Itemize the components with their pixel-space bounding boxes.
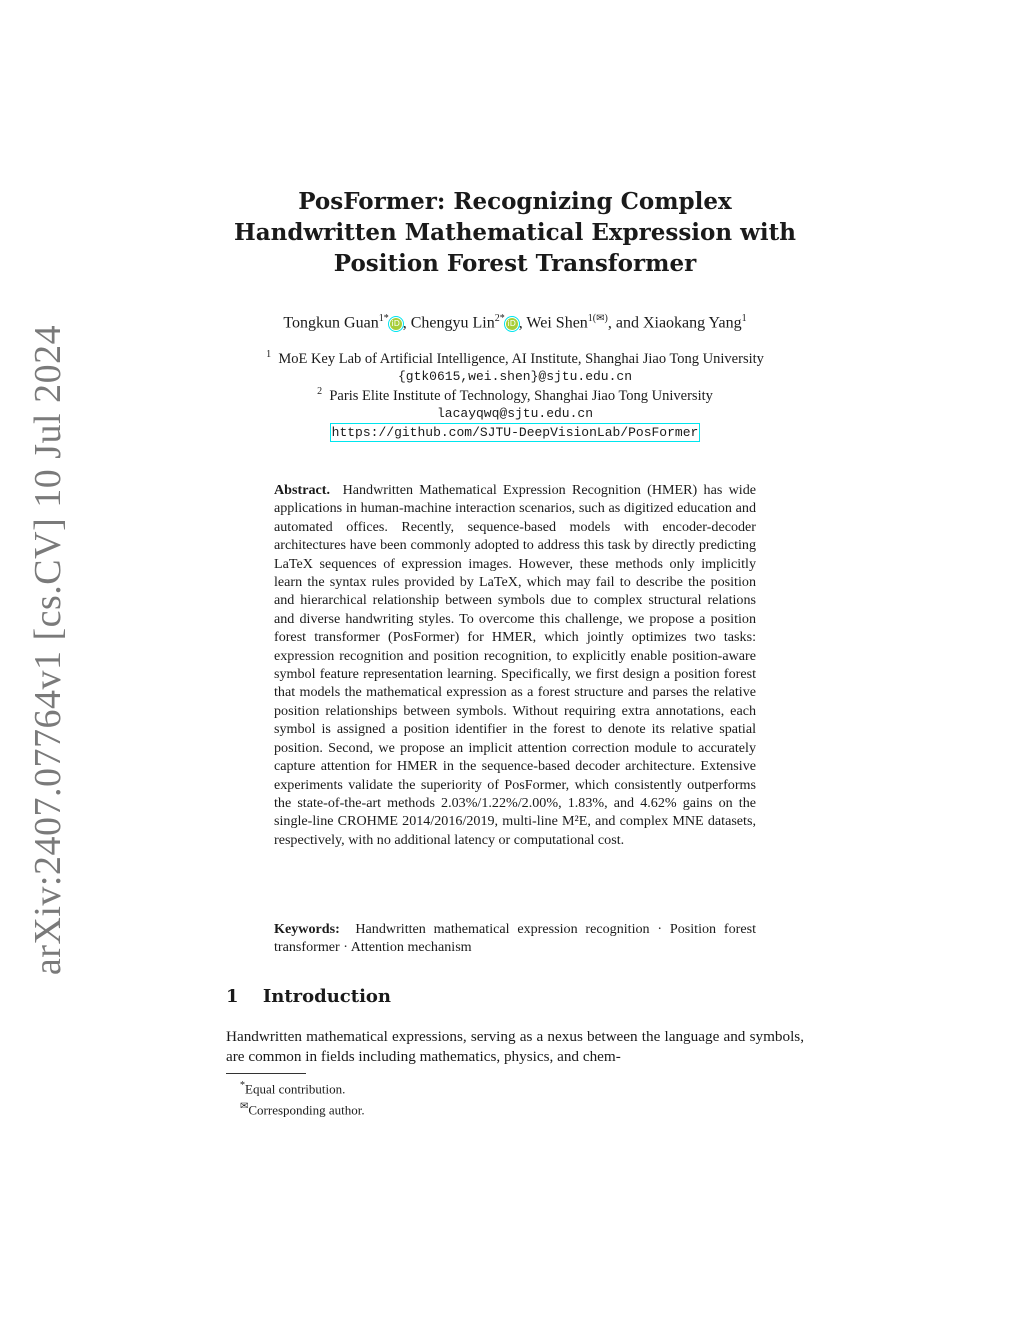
repository-line bbox=[150, 424, 880, 441]
keywords-label: Keywords: bbox=[274, 921, 340, 937]
title-line-2: Handwritten Mathematical Expression with bbox=[234, 219, 796, 246]
keywords bbox=[274, 920, 756, 957]
author-affiliation-mark: 1 bbox=[741, 313, 747, 324]
affiliation-text: Paris Elite Institute of Technology, Shanghai Jiao Tong University bbox=[329, 387, 713, 404]
affiliation-2-email-line bbox=[150, 405, 880, 422]
author-name: and Xiaokang Yang bbox=[615, 314, 742, 332]
affiliation-number: 1 bbox=[266, 349, 272, 360]
affiliation-email[interactable]: {gtk0615,wei.shen}@sjtu.edu.cn bbox=[397, 369, 633, 384]
author-list: Tongkun Guan$^{1*}$ iD , Chengyu Lin$^{2*}$ iD , Wei Shen$^{1(✉)}$, and Xiaokang Yang$^1$ bbox=[283, 313, 747, 332]
footnote-corresponding-author bbox=[240, 1098, 365, 1119]
affiliation-number: 2 bbox=[317, 386, 323, 397]
title-line-1: PosFormer: Recognizing Complex bbox=[298, 188, 732, 215]
footnote-text: Corresponding author. bbox=[248, 1102, 365, 1118]
affiliation-1 bbox=[150, 349, 880, 368]
author-name: Wei Shen bbox=[526, 314, 588, 332]
author-name: Chengyu Lin bbox=[410, 314, 495, 332]
arxiv-identifier: arXiv:2407.07764v1 [cs.CV] 10 Jul 2024 bbox=[27, 324, 69, 976]
section-body-text: Handwritten mathematical expressions, serving as a nexus between the language and symbols, are common in fields including mathematics, physics, and chem- bbox=[226, 1028, 804, 1065]
keywords-text: Handwritten mathematical expression recognition · Position forest transformer · Attention mechanism bbox=[274, 921, 756, 956]
footnote-mark: ✉ bbox=[240, 1101, 249, 1113]
orcid-icon[interactable]: iD bbox=[391, 319, 400, 329]
footnote-mark: * bbox=[240, 1080, 245, 1091]
abstract bbox=[274, 481, 756, 849]
abstract-label: Abstract. bbox=[274, 482, 330, 498]
affiliation-1-email-line bbox=[150, 368, 880, 385]
section-title: Introduction bbox=[262, 986, 392, 1007]
author-affiliation-mark: 2* bbox=[494, 313, 505, 324]
affiliation-text: MoE Key Lab of Artificial Intelligence, AI Institute, Shanghai Jiao Tong University bbox=[278, 350, 764, 367]
footnote-text: Equal contribution. bbox=[245, 1081, 346, 1097]
affiliation-email[interactable]: lacayqwq@sjtu.edu.cn bbox=[436, 406, 594, 421]
section-number: 1 bbox=[226, 986, 239, 1007]
abstract-text: Handwritten Mathematical Expression Recognition (HMER) has wide applications in human-machine interaction scenarios, such as digitized education and automated offices. Recently, sequence-based models with encoder-decoder architectures have been commonly adopted to address this task by directly predicting LaTeX sequences of expression images. However, these methods only implicitly learn the syntax rules provided by LaTeX, which may fail to describe the position and hierarchical relationship between symbols due to complex structural relations and diverse handwriting styles. To overcome this challenge, we propose a position forest transformer (PosFormer) for HMER, which jointly optimizes two tasks: expression recognition and position recognition, to explicitly enable position-aware symbol feature representation learning. Specifically, we first design a position forest that models the mathematical expression as a forest structure and parses the relative position relationships between symbols. Without requiring extra annotations, each symbol is assigned a position identifier in the forest to denote its relative spatial position. Second, we propose an implicit attention correction module to accurately capture attention for HMER in the sequence-based decoder architecture. Extensive experiments validate the superiority of PosFormer, which consistently outperforms the state-of-the-art methods 2.03%/1.22%/2.00%, 1.83%, and 4.62% gains on the single-line CROHME 2014/2016/2019, multi-line M²E, and complex MNE datasets, respectively, with no additional latency or computational cost. bbox=[274, 482, 757, 848]
footnote-equal-contribution bbox=[240, 1077, 365, 1098]
author-name: Tongkun Guan bbox=[283, 314, 379, 332]
section-heading bbox=[226, 986, 391, 1007]
author-affiliation-mark: 1(✉) bbox=[587, 313, 608, 324]
author-affiliation-mark: 1* bbox=[378, 313, 389, 324]
repository-link[interactable]: https://github.com/SJTU-DeepVisionLab/PosFormer bbox=[331, 425, 699, 440]
footnotes bbox=[240, 1077, 365, 1120]
title-line-3: Position Forest Transformer bbox=[333, 250, 697, 277]
affiliation-2 bbox=[150, 386, 880, 405]
footnote-divider bbox=[226, 1073, 306, 1074]
orcid-icon[interactable]: iD bbox=[507, 319, 516, 329]
paper-title bbox=[200, 186, 830, 279]
